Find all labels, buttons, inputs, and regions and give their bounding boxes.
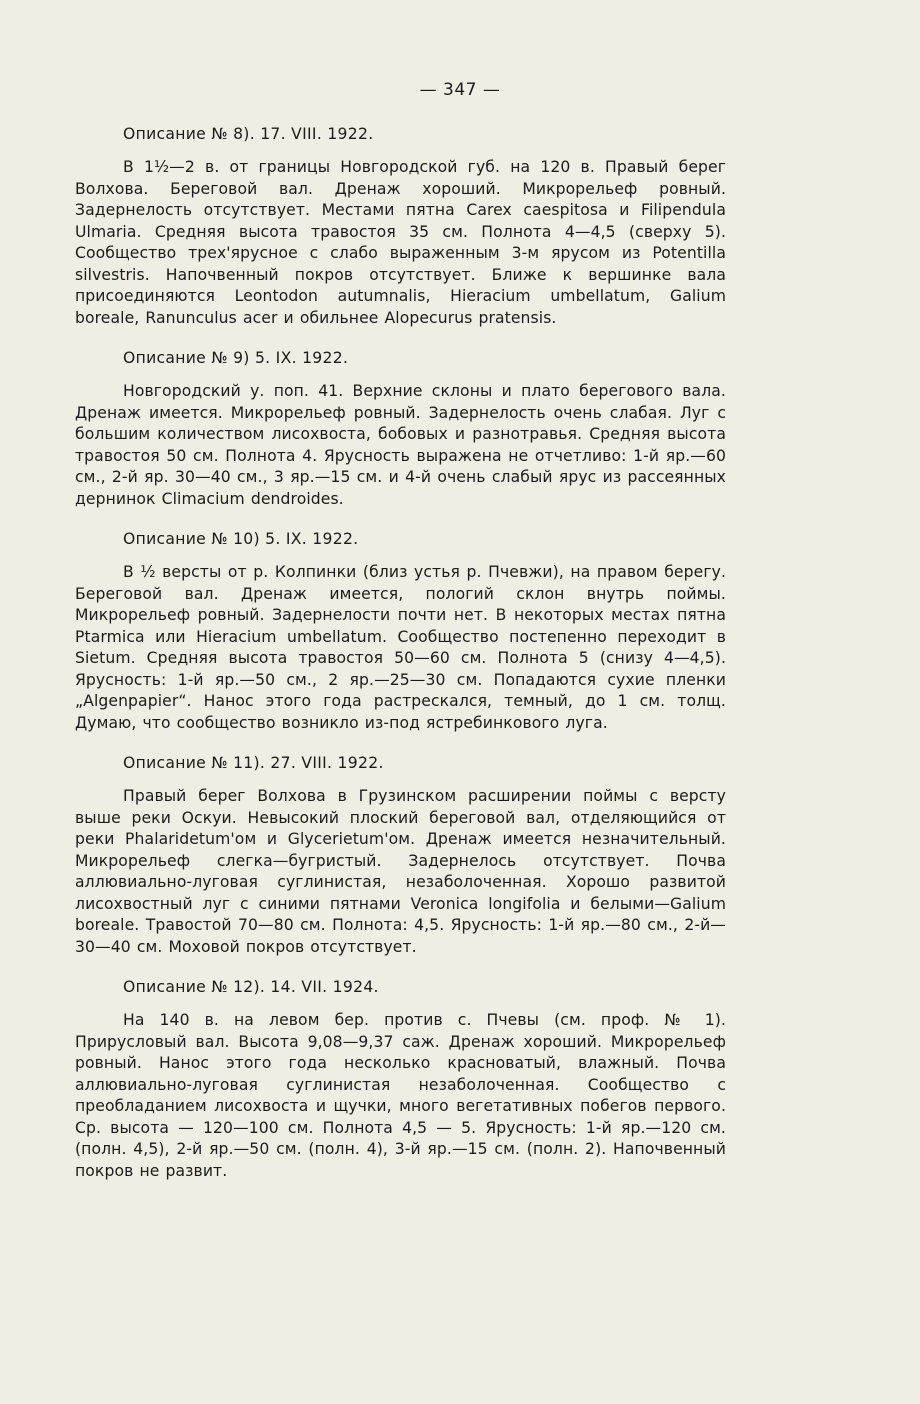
section-text-8: В 1½—2 в. от границы Новгородской губ. на 120 в. Правый берег Волхова. Береговой вал. Дренаж хороший. Микрорельеф ровный. Задернелость отсутствует. Местами пятна Carex caespitosa и Filipendula Ulmaria. Средняя высота травостоя 35 см. Полнота 4—4,5 (сверху 5). Сообщество трех'ярусное с слабо выраженным 3-м ярусом из Potentilla silvestris. Напочвенный покров отсутствует. Ближе к вершинке вала присоединяются Leontodon autumnalis, Hieracium umbellatum, Galium boreale, Ranunculus acer и обильнее Alopecurus pratensis. xyxy=(75,158,726,327)
page-number: — 347 — xyxy=(419,80,501,100)
section-text-12: На 140 в. на левом бер. против с. Пчевы (см. проф. № 1). Прирусловый вал. Высота 9,08—9,37 саж. Дренаж хороший. Микрорельеф ровный. Нанос этого года несколько красноватый, влажный. Почва аллювиально-луговая суглинистая незаболоченная. Сообщество с преобладанием лисохвоста и щучки, много вегетативных побегов первого. Ср. высота — 120—100 см. Полнота 4,5 — 5. Ярусность: 1-й яр.—120 см. (полн. 4,5), 2-й яр.—50 см. (полн. 4), 3-й яр.—15 см. (полн. 2). Напочвенный покров не развит. xyxy=(75,1011,726,1180)
section-heading-9: Описание № 9) 5. IX. 1922. xyxy=(123,349,349,367)
section-heading-10: Описание № 10) 5. IX. 1922. xyxy=(123,530,359,548)
section-text-10: В ½ версты от р. Колпинки (близ устья р. Пчевжи), на правом берегу. Береговой вал. Дренаж имеется, пологий склон внутрь поймы. Микрорельеф ровный. Задернелости почти нет. В некоторых местах пятна Ptarmica или Hieracium umbellatum. Сообщество постепенно переходит в Sietum. Средняя высота травостоя 50—60 см. Полнота 5 (снизу 4—4,5). Ярусность: 1-й яр.—50 см., 2 яр.—25—30 см. Попадаются сухие пленки „Algenpapier“. Нанос этого года растрескался, темный, до 1 см. толщ. Думаю, что сообщество возникло из-под ястребинкового луга. xyxy=(75,563,726,732)
section-heading-11: Описание № 11). 27. VIII. 1922. xyxy=(123,754,384,772)
section-text-11: Правый берег Волхова в Грузинском расширении поймы с версту выше реки Оскуи. Невысокий плоский береговой вал, отделяющийся от реки Phalaridetum'ом и Glycerietum'ом. Дренаж имеется незначительный. Микрорельеф слегка—бугристый. Задернелось отсутствует. Почва аллювиально-луговая суглинистая, незаболоченная. Хорошо развитой лисохвостный луг с синими пятнами Veronica longifolia и белыми—Galium boreale. Травостой 70—80 см. Полнота: 4,5. Ярусность: 1-й яр.—80 см., 2-й—30—40 см. Моховой покров отсутствует. xyxy=(75,787,726,956)
section-text-9: Новгородский у. поп. 41. Верхние склоны и плато берегового вала. Дренаж имеется. Микрорельеф ровный. Задернелость очень слабая. Луг с большим количеством лисохвоста, бобовых и разнотравья. Средняя высота травостоя 50 см. Полнота 4. Ярусность выражена не отчетливо: 1-й яр.—60 см., 2-й яр. 30—40 см., 3 яр.—15 см. и 4-й очень слабый ярус из рассеянных дернинок Climacium dendroides. xyxy=(75,382,726,508)
section-heading-12: Описание № 12). 14. VII. 1924. xyxy=(123,978,379,996)
section-heading-8: Описание № 8). 17. VIII. 1922. xyxy=(123,125,374,143)
text-body xyxy=(75,122,726,1182)
